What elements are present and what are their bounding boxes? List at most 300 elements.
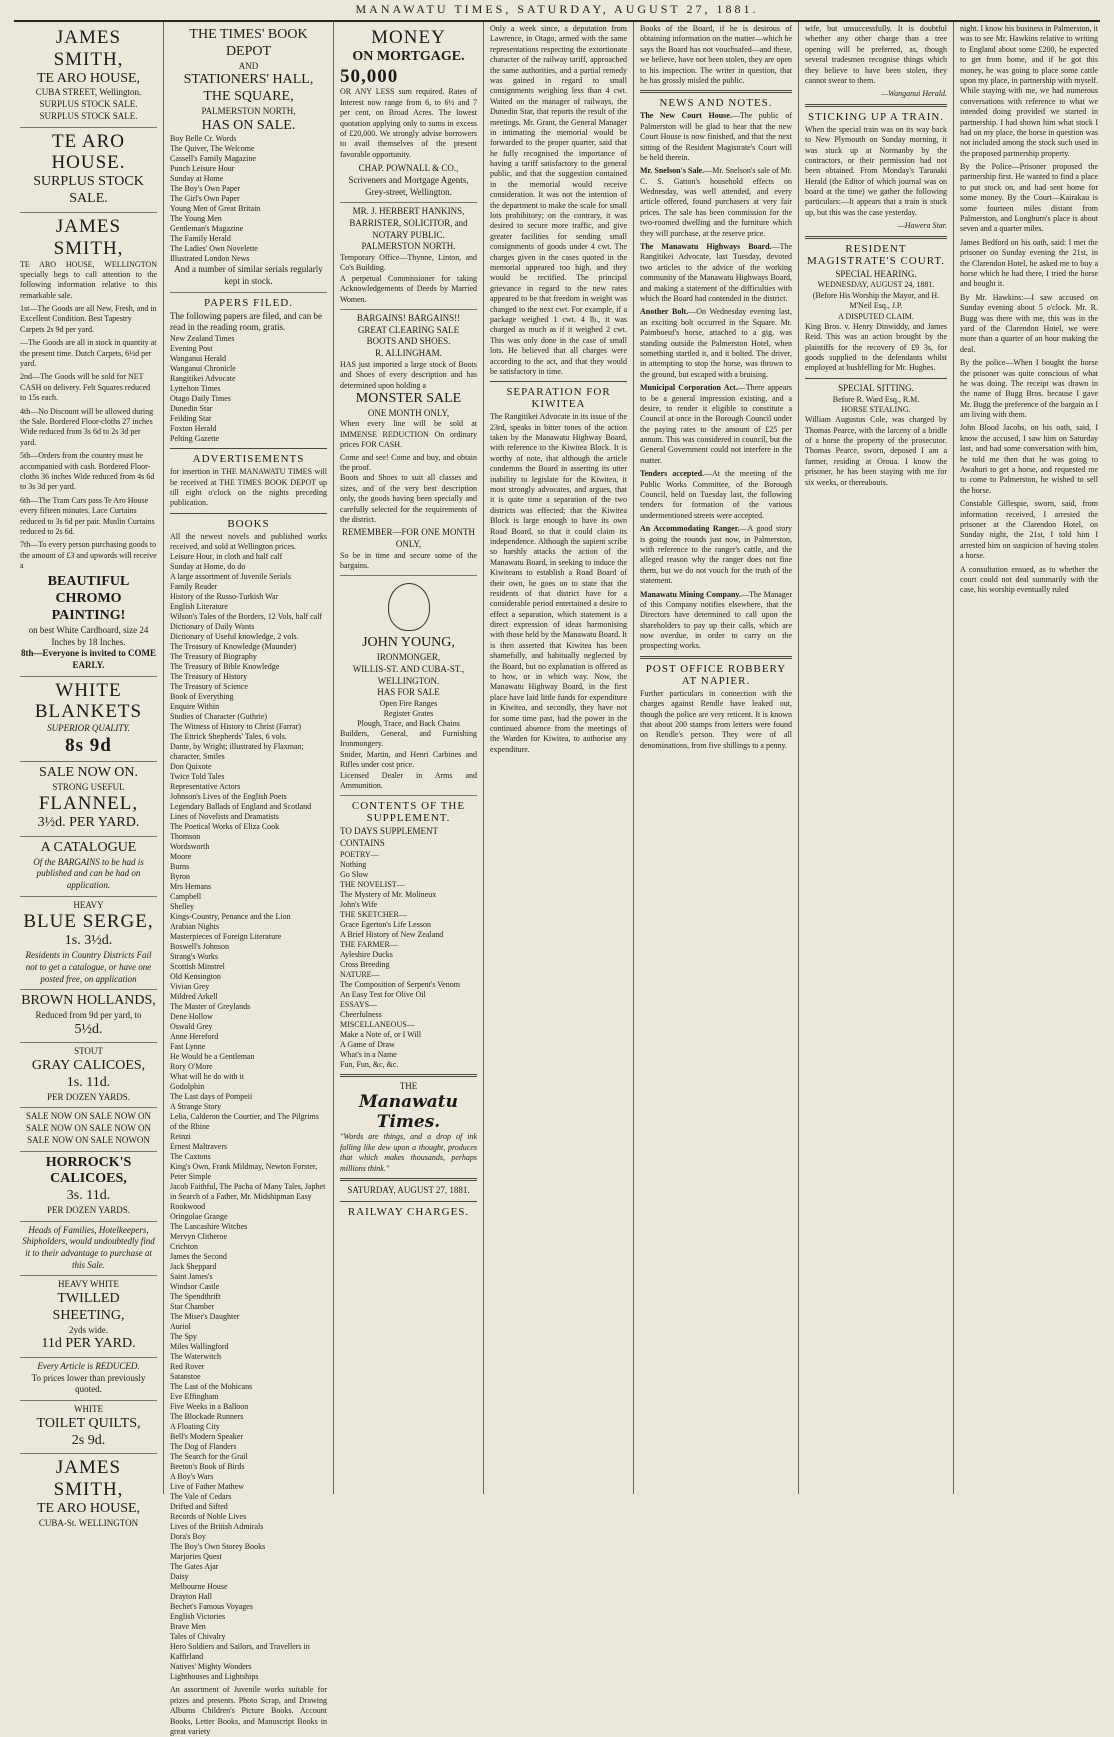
- list-item: Kings-Country, Penance and the Lion: [170, 912, 291, 922]
- list-item: Leisure Hour, in cloth and half calf: [170, 552, 283, 562]
- list-item: Vivian Grey: [170, 982, 210, 992]
- boots-shoes: BOOTS AND SHOES.: [366, 336, 451, 347]
- divider: [805, 236, 947, 239]
- ad-surplus-sale: [20, 213, 157, 677]
- paper-item: Otago Daily Times: [170, 394, 231, 404]
- ad-quilts: [20, 1401, 157, 1454]
- quilts-price: 2s 9d.: [71, 1432, 106, 1448]
- hankins-office: Temporary Office—Thynne, Linton, and Co's Building.: [340, 253, 477, 273]
- list-item: POETRY—: [340, 849, 379, 859]
- list-item: Auriol: [170, 1322, 191, 1332]
- column-7-court-cont: [954, 22, 1104, 1494]
- young-for-sale: HAS FOR SALE: [377, 687, 440, 698]
- list-item: Jack Sheppard: [170, 1262, 217, 1272]
- list-item: Boswell's Johnson: [170, 942, 230, 952]
- list-item: Marjories Quest: [170, 1552, 222, 1562]
- list-item: Burns: [170, 862, 190, 872]
- adverts-note: for insertion in THE MANAWATU TIMES will be received at THE TIMES BOOK DEPOT up till eight o'clock on the nights preceding publication.: [170, 467, 327, 508]
- list-item: The Gates Ajar: [170, 1562, 219, 1572]
- list-item: Go Slow: [340, 869, 369, 879]
- list-item: He Would be a Gentleman: [170, 1052, 255, 1062]
- list-item: Records of Noble Lives: [170, 1512, 247, 1522]
- ad-sale-lines: [20, 1108, 157, 1151]
- holland-price: 5½d.: [74, 1021, 103, 1037]
- divider: [805, 378, 947, 379]
- ad-intro: TE ARO HOUSE, WELLINGTON specially begs to call attention to the following information relative to this remarkable sale.: [20, 259, 157, 300]
- list-item: A Floating City: [170, 1422, 220, 1432]
- paper-item: Dunedin Star: [170, 404, 213, 414]
- papers-list: [170, 334, 327, 444]
- list-item: Legendary Ballads of England and Scotland: [170, 802, 312, 812]
- ad-james-smith: [20, 24, 157, 128]
- magazine-item: The Family Herald: [170, 234, 231, 244]
- claim-story: King Bros. v. Henry Dinwiddy, and James Reid. This was an action brought by the plaintiffs for the recovery of £9 3s, for goods supplied to the defendants whilst employed at bushfelling for Mr. Hughes.: [805, 321, 947, 373]
- ad-families: [20, 1222, 157, 1277]
- young-sale-item: Plough, Trace, and Back Chains: [357, 719, 460, 728]
- list-item: Bechet's Famous Voyages: [170, 1602, 253, 1612]
- magazine-list: [170, 134, 327, 264]
- list-item: Dene Hollow: [170, 1012, 213, 1022]
- come-note: Boots and Shoes to suit all classes and sizes, and of the very best description only, the goods having been specially and carefully selected for the requirements of the district.: [340, 473, 477, 524]
- flannel-desc: STRONG USEFUL: [52, 781, 125, 792]
- flannel-title: FLANNEL,: [38, 793, 139, 815]
- list-item: Red Rover: [170, 1362, 205, 1372]
- list-item: Natives' Mighty Wonders: [170, 1662, 252, 1672]
- list-item: The Search for the Grail: [170, 1452, 248, 1462]
- jacobs-text: John Blood Jacobs, on his oath, said, I know the accused, I saw him on Saturday last, and had some conversation with him, he told me then that he was going to Awahuri to get a horse, and requested me to come to Palmerston, he wished to sell the horse.: [960, 423, 1098, 495]
- list-item: Drifted and Sifted: [170, 1502, 228, 1512]
- list-item: Fast Lynne: [170, 1042, 206, 1052]
- tenders-headline: Tenders accepted.: [640, 469, 705, 479]
- one-month: ONE MONTH ONLY,: [367, 407, 450, 418]
- column-6-court: [799, 22, 954, 1494]
- serge-desc: HEAVY: [73, 899, 104, 910]
- ad-street: CUBA STREET, Wellington.: [35, 87, 142, 98]
- list-item: Rory O'More: [170, 1062, 213, 1072]
- books-note: All the newest novels and published works received, and sold at Wellington prices.: [170, 531, 327, 552]
- list-item: Scottish Minstrel: [170, 962, 225, 972]
- list-item: Ayleshire Ducks: [340, 949, 393, 959]
- list-item: Daisy: [170, 1572, 189, 1582]
- list-item: Dante, by Wright; illustrated by Flaxman; character, Smiles: [170, 742, 304, 762]
- ad-place: TE ARO HOUSE,: [36, 70, 141, 86]
- list-item: Oringolae Grange: [170, 1212, 228, 1222]
- list-item: Moore: [170, 852, 192, 862]
- magazine-item: Illustrated London News: [170, 254, 250, 264]
- sale-item-3: 2nd—The Goods will be sold for NET CASH on delivery. Felt Squares reduced to 15s each.: [20, 372, 151, 403]
- papers-heading: PAPERS FILED.: [203, 296, 293, 309]
- flannel-price: 3½d. PER YARD.: [37, 815, 140, 831]
- list-item: What will he do with it: [170, 1072, 244, 1082]
- list-item: Godolphin: [170, 1082, 205, 1092]
- horrock-price: 3s. 11d.: [66, 1188, 111, 1204]
- highways-headline: The Manawatu Highways Board.: [640, 242, 772, 252]
- snelson-headline: Mr. Snelson's Sale.: [640, 166, 705, 176]
- quilts-title: TOILET QUILTS,: [36, 1415, 141, 1431]
- allingham-name: R. ALLINGHAM.: [375, 348, 442, 359]
- stationers-title: STATIONERS' HALL,: [183, 72, 314, 88]
- list-item: The Dog of Flanders: [170, 1442, 237, 1452]
- list-item: The Vale of Cedars: [170, 1492, 232, 1502]
- list-item: Dora's Boy: [170, 1532, 206, 1542]
- claim-heading: A DISPUTED CLAIM.: [838, 311, 914, 321]
- list-item: Five Weeks in a Balloon: [170, 1402, 249, 1412]
- sale-item-1: 1st—The Goods are all New, Fresh, and in Excellent Condition. Best Tapestry Carpets 2s 9d per yard.: [20, 304, 157, 334]
- papers-note: The following papers are filed, and can be read in the reading room, gratis.: [170, 310, 322, 333]
- list-item: Sunday at Home, do do: [170, 562, 246, 572]
- ad-serge: [20, 897, 157, 990]
- list-item: Mervyn Clitheroe: [170, 1232, 228, 1242]
- chromo-note: on best White Cardboard, size 24 Inches by 18 Inches.: [28, 624, 149, 647]
- invite-line: 8th—Everyone is invited to COME EARLY.: [21, 648, 156, 670]
- remember-note: So be in time and secure some of the bargains.: [340, 550, 477, 571]
- list-item: The Last of the Mohicans: [170, 1382, 253, 1392]
- depot-and: AND: [238, 60, 259, 71]
- sheet-price: 11d PER YARD.: [41, 1336, 136, 1352]
- column-4-editorial: [484, 22, 634, 1494]
- list-item: Live of Father Mathew: [170, 1482, 244, 1492]
- continued-story: Books of the Board, if he is desirous of obtaining information on the matter—which he says the Board has not vouchsafed—and these, we believe, have not been stolen, they are open to his inspection. The writer in question, that he has grossly misled the public.: [640, 24, 792, 85]
- divider: [340, 1178, 477, 1181]
- list-item: Windsor Castle: [170, 1282, 220, 1292]
- divider: [805, 104, 947, 107]
- list-item: Old Kensington: [170, 972, 221, 982]
- list-item: English Victories: [170, 1612, 226, 1622]
- paper-item: Wanganui Chronicle: [170, 364, 236, 374]
- list-item: The Treasury of Biography: [170, 652, 257, 662]
- divider: [170, 513, 327, 514]
- sheet-width: 2yds wide.: [69, 1324, 108, 1335]
- list-item: Ernest Maltravers: [170, 1142, 228, 1152]
- list-item: A Brief History of New Zealand: [340, 929, 444, 939]
- remember: REMEMBER—FOR ONE MONTH ONLY,: [341, 527, 475, 549]
- list-item: The Mystery of Mr. Molineux: [340, 889, 437, 899]
- list-item: What's in a Name: [340, 1049, 397, 1059]
- robbery-heading: POST OFFICE ROBBERY AT NAPIER.: [645, 662, 787, 687]
- special-sitting: SPECIAL SITTING.: [838, 382, 914, 393]
- list-item: THE SKETCHER—: [340, 909, 407, 919]
- footer-name: JAMES SMITH,: [53, 1457, 124, 1501]
- mortgage-title: ON MORTGAGE.: [352, 48, 465, 64]
- divider: [490, 381, 627, 382]
- families-note: Heads of Families, Hotelkeepers, Shipholders, would undoubtedly find it to their advantage to purchase at this Sale.: [22, 1224, 155, 1270]
- sheet-desc: HEAVY WHITE: [57, 1279, 120, 1290]
- catalogue-note: Of the BARGAINS to be had is published and can be had on application.: [33, 856, 144, 891]
- ad-money: [340, 24, 477, 203]
- gray-title: GRAY CALICOES,: [31, 1058, 146, 1074]
- contents-sub: TO DAYS SUPPLEMENT CONTAINS: [340, 826, 438, 849]
- paper-item: Foxton Herald: [170, 424, 217, 434]
- young-trade: IRONMONGER,: [376, 652, 441, 663]
- list-item: Book of Everything: [170, 692, 234, 702]
- list-item: Rookwood: [170, 1202, 206, 1212]
- list-item: John's Wife: [340, 899, 378, 909]
- hankins-town: PALMERSTON NORTH.: [361, 241, 456, 252]
- ad-holland: [20, 990, 157, 1043]
- ad-name: JAMES SMITH,: [53, 27, 124, 70]
- divider: [640, 656, 792, 659]
- sale-lines: SALE NOW ON SALE NOW ON SALE NOW ON SALE NOW ON SALE NOW ON SALE NOWON: [26, 1111, 151, 1145]
- ad-allingham: [340, 310, 477, 576]
- list-item: Anne Hereford: [170, 1032, 219, 1042]
- list-item: The Treasury of History: [170, 672, 248, 682]
- snelson-text: —Mr. Snelson's sale of Mr. C. S. Gatton's household effects on Wednesday, was well attended, and every article offered, found purchasers at very fair prices. The sale has been commission for the two-roomed dwelling and the furniture which they will purchase, at the reserve price.: [640, 166, 792, 238]
- list-item: Tales of Chivalry: [170, 1632, 226, 1642]
- ad-sale: SURPLUS STOCK SALE. SURPLUS STOCK SALE.: [39, 99, 138, 121]
- contents-list: [340, 850, 477, 1070]
- list-item: Byron: [170, 872, 190, 882]
- list-item: The Composition of Serpent's Venom: [340, 979, 460, 989]
- ad-flannel: [20, 762, 157, 837]
- list-item: Lighthouses and Lightships: [170, 1672, 259, 1682]
- books-heading: BOOKS: [227, 517, 270, 530]
- list-item: Don Quixote: [170, 762, 212, 772]
- horse-heading: HORSE STEALING.: [841, 404, 911, 414]
- list-item: An Easy Test for Olive Oil: [340, 989, 426, 999]
- ad-subtitle: SURPLUS STOCK SALE.: [33, 174, 144, 207]
- magazine-item: The Girl's Own Paper: [170, 194, 240, 204]
- ad-gray-calicoes: [20, 1043, 157, 1108]
- sheet-title: TWILLED SHEETING,: [52, 1291, 125, 1323]
- list-item: THE FARMER—: [340, 939, 398, 949]
- hankins-name: MR. J. HERBERT HANKINS,: [352, 206, 465, 217]
- young-name: JOHN YOUNG,: [362, 635, 455, 651]
- ranger-headline: An Accommodating Ranger.: [640, 524, 740, 534]
- list-item: THE NOVELIST—: [340, 879, 405, 889]
- list-item: Johnson's Lives of the English Poets: [170, 792, 287, 802]
- list-item: A large assortment of Juvenile Serials: [170, 572, 291, 582]
- list-item: Grace Egerton's Life Lesson: [340, 919, 431, 929]
- hawkins-text: By Mr. Hawkins:—I saw accused on Sunday evening about 5 o'clock. Mr. R. Bugg was there with me, this was in the yard of the Clarendon Hotel, we were more than a quarter of an hour making the deal.: [960, 292, 1098, 354]
- list-item: Bell's Modern Speaker: [170, 1432, 243, 1442]
- separation-story: The Rangitikei Advocate in its issue of the 23rd, speaks in bitter tones of the action taken by the Manawatu Highway Board, with reference to the Kiwitea Block. It is worthy of note, that although the article condemns the Board in asserting its utter inability to legislate for the Kiwitea, it most strongly advocates, and argues, that it is quite time a separation of the two districts was effected; that the Kiwitea Block is large enough to have its own Road Board, so that it could claim its independence. Although the sapient scribe so harshly attacks the action of the Manawatu Board, in seeking to induce the Kiwiteans to establish a Road Board of their own, he goes on to state that the residents of that district have for a considerable period entertained a desire to effect a separation, which statement is a direct expression of ideas harmonising with those held by the Manawatu Board. It is then asserted that Kiwitea has been shamefully, and habitually neglected by the Board, but no explanation is offered as to how, or in which way. Now, the Manawatu Highway Board, in the first place have laid little funds for expenditure in Kiwitea, and secondly, they have not for some time past, had the power in the continued absence from the meetings of the Warden for Kiwitea, to authorise any expenditure.: [490, 412, 627, 754]
- ad-catalogue: [20, 837, 157, 897]
- column-1-james-smith-ads: [14, 22, 164, 1528]
- column-3-ads-masthead: [334, 22, 484, 1494]
- column-5-news: [634, 22, 799, 1494]
- bolt-text: —On Wednesday evening last, an exciting bolt occurred in the Square. Mr. Paimboeuf's horse, attached to a gig, was standing outside the Palmerston Hotel, when something startled it, and it bolted. The driver, in attempting to stop the horse, was thrown to the ground, but escaped with a bruising.: [640, 307, 792, 379]
- reduced-note: To prices lower than previously quoted.: [31, 1372, 146, 1395]
- magazine-item: The Boy's Own Paper: [170, 184, 241, 194]
- clearing-sale: GREAT CLEARING SALE: [357, 324, 460, 335]
- list-item: Melbourne House: [170, 1582, 228, 1592]
- list-item: A Strange Story: [170, 1102, 222, 1112]
- young-address: WILLIS-ST. AND CUBA-ST., WELLINGTON.: [352, 663, 465, 686]
- court-heading: RESIDENT MAGISTRATE'S COURT.: [806, 242, 946, 267]
- hankins-note: A perpetual Commissioner for taking Acknowledgements of Deeds by Married Women.: [340, 273, 477, 304]
- contents-heading: CONTENTS OF THE SUPPLEMENT.: [351, 800, 466, 825]
- ad-hankins: [340, 203, 477, 310]
- horrock-note: PER DOZEN YARDS.: [47, 1204, 130, 1215]
- list-item: The Treasury of Science: [170, 682, 248, 692]
- quilts-desc: WHITE: [74, 1404, 103, 1415]
- list-item: Eve Effingham: [170, 1392, 219, 1402]
- issue-date: SATURDAY, AUGUST 27, 1881.: [347, 1184, 470, 1195]
- sale-now: SALE NOW ON.: [39, 764, 138, 780]
- blankets-price: 8s 9d: [65, 734, 112, 756]
- consultation-text: A consultation ensued, as to whether the court could not deal summarily with the case, his worship eventually ruled: [960, 564, 1098, 595]
- list-item: Lives of the British Admirals: [170, 1522, 264, 1532]
- star-credit: —Hawera Star.: [897, 221, 947, 231]
- ad-name: JAMES SMITH,: [53, 215, 124, 259]
- list-item: Studies of Character (Guthrie): [170, 712, 268, 722]
- list-item: Miles Wallingford: [170, 1342, 229, 1352]
- magazine-item: Gentleman's Magazine: [170, 224, 244, 234]
- young-sale-list: [340, 699, 477, 729]
- book-list: [170, 552, 327, 1682]
- list-item: The Spy: [170, 1332, 197, 1342]
- divider: [340, 1201, 477, 1202]
- serge-price: 1s. 3½d.: [64, 933, 113, 949]
- list-item: Saint James's: [170, 1272, 213, 1282]
- list-item: Make a Note of, or I Will: [340, 1029, 422, 1039]
- divider: [340, 1074, 477, 1077]
- train-story: When the special train was on its way back to New Plymouth on Sunday morning, it was stuck up at Normanby by the contractors, or their permission had not been obtained. From Monday's Taranaki Herald (the Editor of which journal was on board at the time) we gather the following particulars:—It appears that a train is stuck up, but this was the case yesterday.: [805, 124, 947, 217]
- courthouse-headline: The New Court House.: [640, 111, 732, 121]
- bedford-text: James Bedford on his oath, said: I met the prisoner on Sunday evening the 21st, in the Clarendon Hotel, he asked me to buy a horse which he had there, I tried the horse and bought it.: [960, 237, 1098, 289]
- the-label: THE: [399, 1080, 418, 1091]
- witness-text: By the Police—Prisoner proposed the partnership first. He wanted to find a place to put stock on, and had sent home for some money. By the Court—Kairakau is some fourteen miles distant from Palmerston, and Longburn's place is about seven and a quarter miles.: [960, 162, 1098, 234]
- blankets-title: WHITE BLANKETS: [34, 679, 143, 723]
- list-item: Wordsworth: [170, 842, 210, 852]
- herald-credit: —Wanganui Herald.: [881, 89, 947, 99]
- allingham-note: HAS just imported a large stock of Boots and Shoes of every description and has determined upon holding a: [340, 359, 477, 390]
- hankins-role: BARRISTER, SOLICITOR, and NOTARY PUBLIC.: [349, 217, 468, 240]
- continued-story: night. I know his business in Palmerston, it was to see Mr. Hawkins relative to writing to England about some £200, he expected to get from home, and if he got this money, he was going to place some cattle upon my place, in partnership with myself. While staying with me, we had numerous conversations with reference to what we intended doing provided we started in partnership. I had shown him what stock I had on my place, the horse in question was not included among the stock such used in the proposed partnership property.: [960, 24, 1098, 158]
- young-sale-item: Open Fire Ranges: [379, 699, 438, 708]
- list-item: Shelley: [170, 902, 194, 912]
- list-item: Masterpieces of Foreign Literature: [170, 932, 282, 942]
- young-builders: Builders, General, and Furnishing Ironmongery.: [340, 729, 477, 749]
- country-note: Residents in Country Districts Fail not to get a catalogue, or have one posted free, on application: [25, 950, 152, 984]
- month-note: When every line will be sold at IMMENSE REDUCTION On ordinary prices FOR CASH.: [340, 419, 477, 450]
- list-item: Strang's Works: [170, 952, 218, 962]
- list-item: Family Reader: [170, 582, 218, 592]
- footer-place: TE ARO HOUSE,: [36, 1501, 141, 1517]
- list-item: The Lancashire Witches: [170, 1222, 248, 1232]
- magazine-item: The Ladies' Own Novelette: [170, 244, 258, 254]
- list-item: The Master of Greylands: [170, 1002, 251, 1012]
- list-item: Drayton Hall: [170, 1592, 212, 1602]
- news-heading: NEWS AND NOTES.: [659, 97, 773, 110]
- paper-item: Pelting Gazette: [170, 434, 220, 444]
- list-item: Lines of Novelists and Dramatists: [170, 812, 279, 822]
- magazine-item: Punch Leisure Hour: [170, 164, 235, 174]
- ad-reduced: [20, 1358, 157, 1401]
- list-item: ESSAYS—: [340, 999, 378, 1009]
- list-item: Lelia, Calderon the Courtier, and The Pilgrims of the Rhine: [170, 1112, 319, 1132]
- magazine-item: Cassell's Family Magazine: [170, 154, 256, 164]
- ad-title: TE ARO HOUSE.: [51, 130, 126, 174]
- royal-arms-emblem-icon: [388, 583, 430, 631]
- list-item: The Boy's Own Storey Books: [170, 1542, 266, 1552]
- money-title: MONEY: [371, 27, 446, 48]
- special-hearing: SPECIAL HEARING.: [835, 268, 917, 279]
- bolt-headline: Another Bolt.: [640, 307, 689, 317]
- holland-title: BROWN HOLLANDS,: [21, 993, 156, 1009]
- magazine-item: Sunday at Home: [170, 174, 224, 184]
- hearing-before: (Before His Worship the Mayor, and H. M'Neil Esq., J.P.: [812, 290, 940, 311]
- divider: [640, 90, 792, 93]
- magazine-item: The Quiver, The Welcome: [170, 144, 255, 154]
- young-sale-item: Register Grates: [383, 709, 434, 718]
- list-item: Fun, Fun, &c, &c.: [340, 1059, 399, 1069]
- horse-story: William Augustus Cole, was charged by Thomas Pearce, with the larceny of a bridle of a horse the property of the prosecutor. Thomas Pearce, sworn, deposed I am a farmer, residing at Oroua. I know the prisoner, he has been staying with me for six weeks, or thereabouts.: [805, 415, 947, 487]
- sale-item-7: 7th—To every person purchasing goods to the amount of £3 and upwards will receive a: [20, 540, 157, 571]
- paper-item: Rangitikei Advocate: [170, 374, 236, 384]
- list-item: Cheerfulness: [340, 1009, 382, 1019]
- gray-note: PER DOZEN YARDS.: [47, 1091, 130, 1102]
- list-item: Arabian Nights: [170, 922, 220, 932]
- railway-heading: RAILWAY CHARGES.: [347, 1205, 470, 1218]
- list-item: The Waterwitch: [170, 1352, 221, 1362]
- gillespie-text: Constable Gillespie, sworn, said, from information received, I arrested the prisoner at the Clarendon Hotel, on Sunday night, the 21st, I told him I arrested him on suspicion of having stolen a horse.: [960, 499, 1098, 561]
- list-item: Cross Breeding: [340, 959, 390, 969]
- list-item: The Poetical Works of Eliza Cook: [170, 822, 280, 832]
- monster-sale: MONSTER SALE: [355, 390, 462, 406]
- sitting-before: Before R. Ward Esq., R.M.: [832, 394, 920, 404]
- paper-item: Evening Post: [170, 344, 213, 354]
- ad-te-aro: [20, 128, 157, 213]
- footer-street: CUBA-St. WELLINGTON: [38, 1517, 139, 1528]
- column-2-book-depot: [164, 22, 334, 1737]
- magazine-item: The Young Men: [170, 214, 222, 224]
- paper-motto: "Words are things, and a drop of ink falling like dew upon a thought, produces that which makes thousands, perhaps millions think.": [340, 1132, 477, 1173]
- railway-story: Only a week since, a deputation from Lawrence, in Otago, armed with the same representations respecting the extortionate character of the railway tariff, approached the same authorities, and a partial remedy was gained in regard to small consignments weighing less than 4 cwt. Waited on the manager of railways, the Dunedin Star, that reports the result of the meetings. Mr. Grant, the General Manager in intimating the memorial would be forwarded to the proper quarter, said that he fully recognised the importance of having a tariff satisfactory to the general public, and that the suggestion contained in the memorial would receive consideration. It was not the intention of the department to make the scale for small lots prohibitory; on the contrary, it was desired to secure more traffic, and give greater facilities for sending small consignments of goods under 4 cwt. The charges given in the cases quoted in the memorial appeared too high, and they would be rectified. The principal grievance in regard to the new rates appeared to be that freedom in weight was changed to the next cwt. For example, if a package weighed 1 cwt. 4 lb., it was charged as much as if it weighed 2 cwt. This was only done in the case of small lots. He believed that all charges were according to the act, and that they would be satisfactory in time.: [490, 24, 627, 376]
- depot-town: PALMERSTON NORTH,: [201, 105, 296, 116]
- list-item: Enquire Within: [170, 702, 220, 712]
- list-item: James the Second: [170, 1252, 227, 1262]
- list-item: Jacob Faithful, The Pacha of Many Tales, Japhet in Search of a Father, Mr. Midshipman Easy: [170, 1182, 326, 1202]
- paper-item: Lyttelton Times: [170, 384, 221, 394]
- bargains: BARGAINS! BARGAINS!!: [356, 312, 461, 323]
- horrock-title: HORROCK'S CALICOES,: [45, 1154, 132, 1187]
- ranger-text: —A good story is going the rounds just now, in Palmerston, with reference to the ranger's cattle, and the alleged reason why the ranger does not fine them, but we do not vouch for the truth of the statement.: [640, 524, 792, 586]
- firm-note: Scriveners and Mortgage Agents, Grey-street, Wellington.: [348, 174, 469, 197]
- list-item: A Boy's Wars: [170, 1472, 214, 1482]
- list-item: MISCELLANEOUS—: [340, 1019, 415, 1029]
- municipal-headline: Municipal Corporation Act.: [640, 383, 738, 393]
- separation-heading: SEPARATION FOR KIWITEA: [506, 386, 611, 411]
- ad-horrock: [20, 1152, 157, 1222]
- paper-item: Feilding Star: [170, 414, 212, 424]
- paper-item: New Zealand Times: [170, 334, 235, 344]
- list-item: Hero Soldiers and Sailors, and Travellers in Kaffirland: [170, 1642, 310, 1662]
- list-item: The Caxtons: [170, 1152, 211, 1162]
- mining-text: —The Manager of this Company notifies elsewhere, that the Directors have determined to call upon the shareholders to pay up their calls, which are now overdue, in order to carry on the prospecting works.: [640, 589, 792, 651]
- serge-title: BLUE SERGE,: [23, 911, 154, 933]
- list-item: Twice Told Tales: [170, 772, 225, 782]
- list-item: Crichton: [170, 1242, 198, 1252]
- come-line: Come and see! Come and buy, and obtain the proof.: [340, 452, 477, 472]
- magazine-note: And a number of similar serials regularly kept in stock.: [174, 264, 323, 287]
- gray-price: 1s. 11d.: [66, 1074, 111, 1090]
- firm-name: CHAP. POWNALL & CO.,: [358, 163, 459, 174]
- list-item: Beeton's Book of Birds: [170, 1462, 245, 1472]
- sale-item-2: —The Goods are all in stock in quantity at the present time. Dutch Carpets, 6½d per yard.: [20, 338, 157, 369]
- reduced-title: Every Article is REDUCED.: [37, 1361, 140, 1372]
- list-item: The Witness of History to Christ (Farrar): [170, 722, 302, 732]
- gray-desc: STOUT: [74, 1046, 103, 1057]
- list-item: English Literature: [170, 602, 228, 612]
- courthouse-text: —The public of Palmerston will be glad to hear that the new Court House is now finished, and that the next sitting of the Resident Magistrate's Court will be held therein.: [640, 111, 792, 162]
- list-item: Satanstoe: [170, 1372, 201, 1382]
- mining-headline: Manawatu Mining Company.: [640, 589, 741, 599]
- list-item: A Game of Draw: [340, 1039, 395, 1049]
- list-item: Dictionary of Useful knowledge, 2 vols.: [170, 632, 299, 642]
- divider: [170, 448, 327, 449]
- list-item: Wilson's Tales of the Borders, 12 Vols, half calf: [170, 612, 323, 622]
